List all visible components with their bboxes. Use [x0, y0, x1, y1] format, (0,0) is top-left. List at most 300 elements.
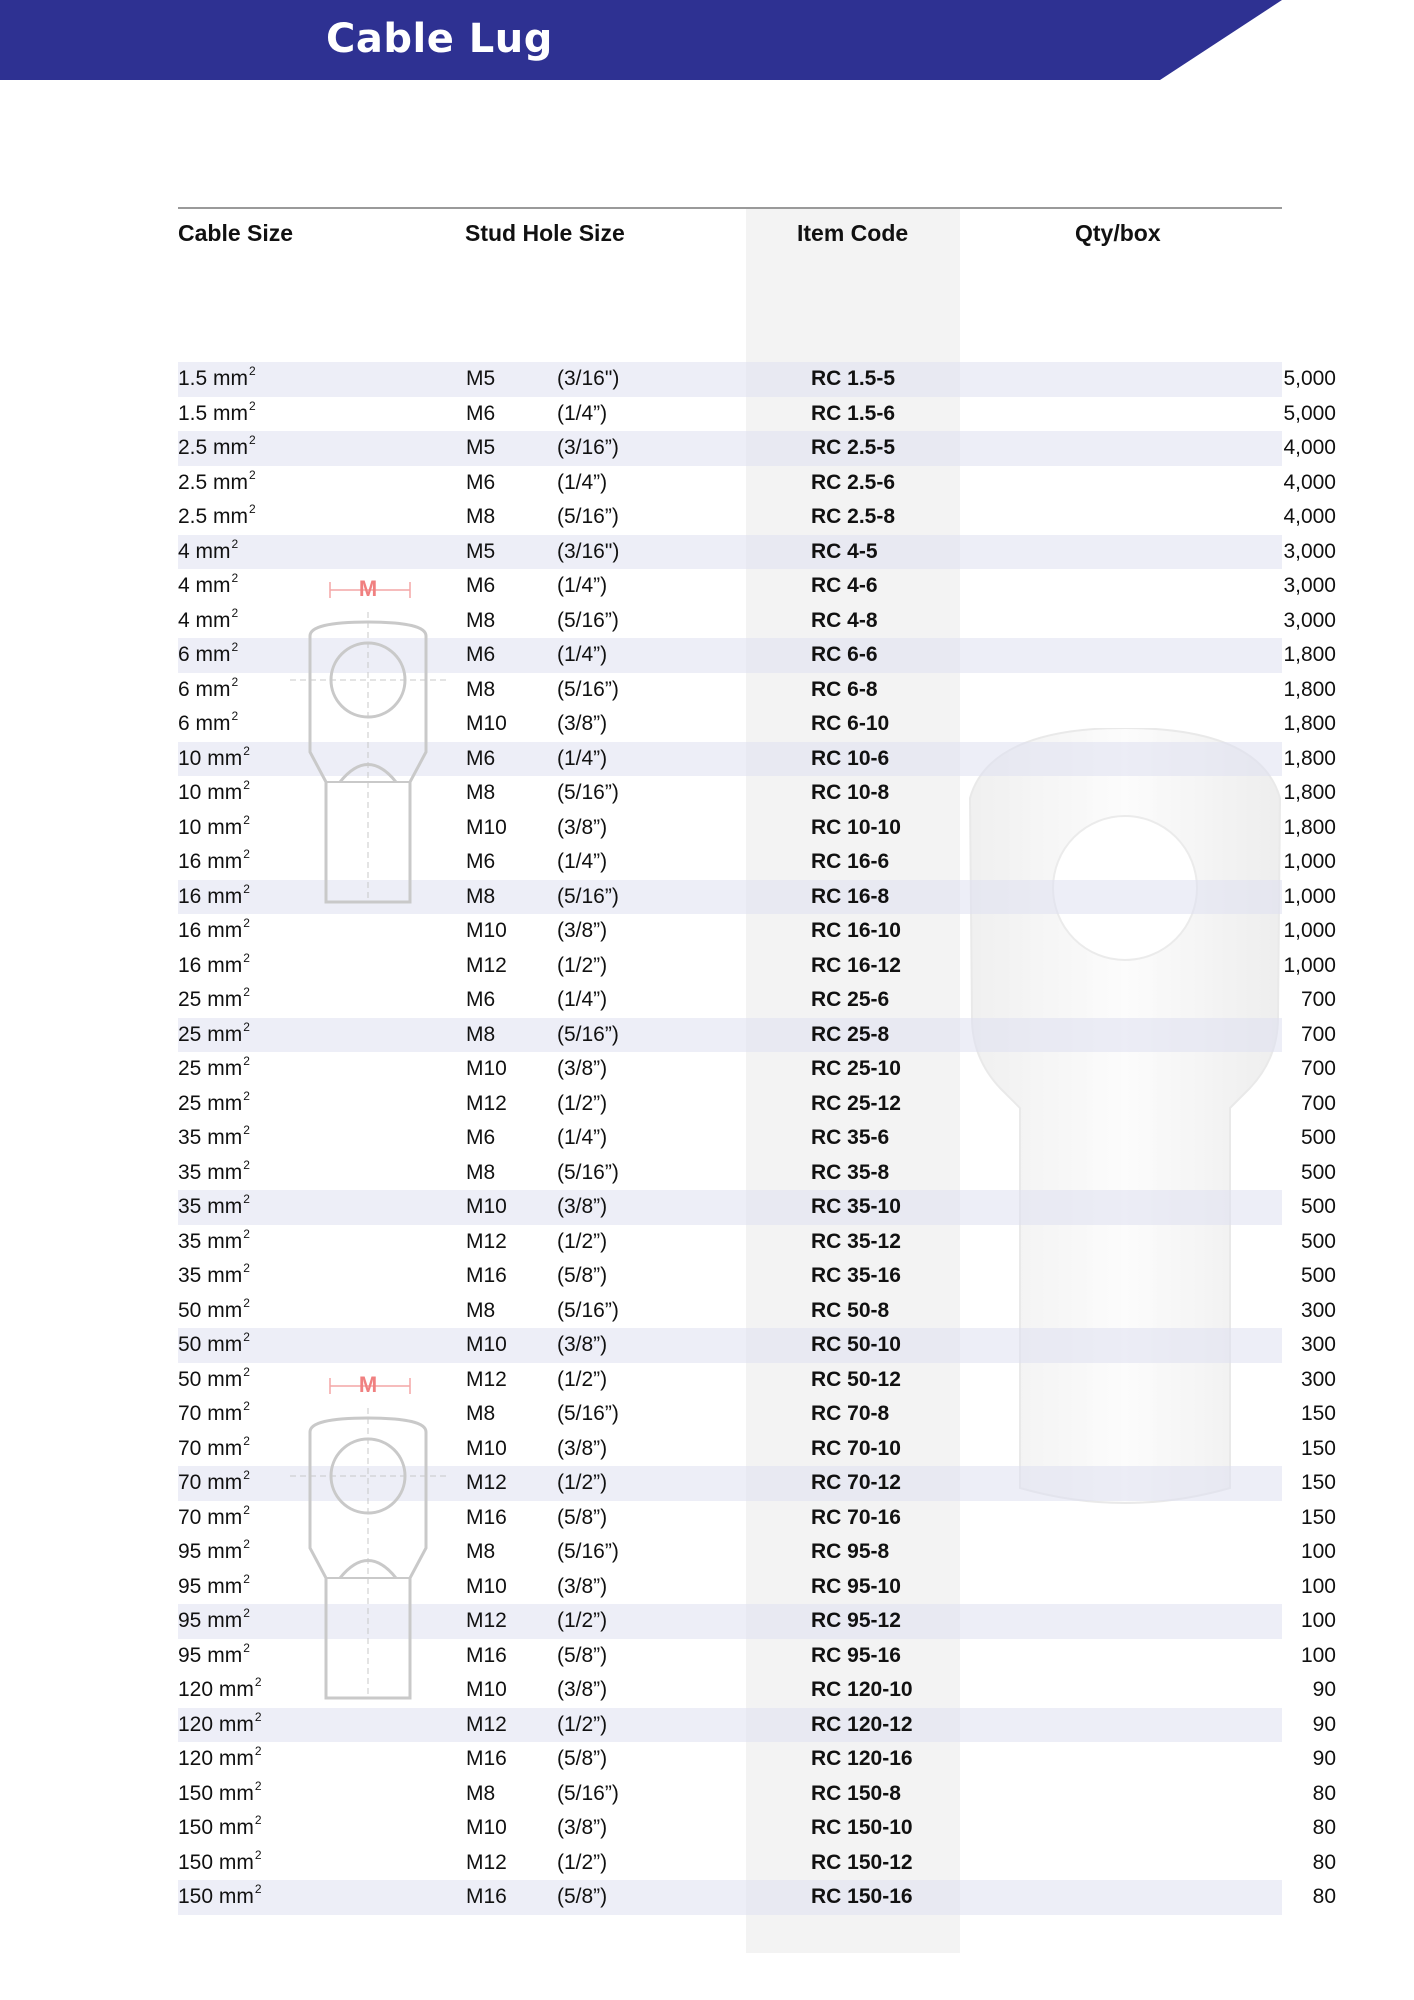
- item-code-cell: RC 6-10: [811, 712, 890, 735]
- cable-size-cell: [178, 673, 238, 708]
- cable-size-exponent: 2: [231, 536, 239, 551]
- cable-size-exponent: 2: [243, 1192, 250, 1206]
- cable-size-unit: mm: [207, 1609, 243, 1632]
- stud-inch-cell: (1/2”): [557, 1712, 608, 1736]
- cable-size-cell: [178, 983, 250, 1018]
- cable-size-cell: [178, 1777, 262, 1812]
- cable-size-value: 16: [178, 884, 202, 908]
- qty-cell: 90: [1312, 1747, 1336, 1770]
- item-code-cell: RC 35-12: [811, 1229, 901, 1253]
- item-code-cell: RC 16-12: [811, 953, 901, 977]
- item-code-cell: RC 150-8: [811, 1781, 901, 1805]
- stud-inch-cell: (3/8”): [557, 815, 608, 839]
- item-code-cell: RC 70-10: [811, 1436, 901, 1460]
- stud-size-cell: M12: [466, 1850, 507, 1874]
- table-row: [178, 1087, 1336, 1122]
- stud-inch-cell: (1/2”): [557, 1609, 608, 1632]
- cable-size-exponent: 2: [249, 398, 256, 413]
- cable-size-unit: mm: [195, 677, 231, 701]
- qty-cell: 300: [1300, 1298, 1336, 1322]
- cable-size-exponent: 2: [243, 881, 250, 896]
- stud-inch-cell: (3/8”): [557, 1333, 608, 1356]
- cable-size-cell: [178, 1259, 250, 1294]
- cable-size-value: 10: [178, 746, 202, 770]
- cable-size-unit: mm: [207, 1574, 243, 1598]
- stud-size-cell: M16: [466, 1505, 507, 1529]
- cable-size-cell: [178, 1639, 250, 1674]
- cable-size-unit: mm: [207, 1229, 243, 1253]
- cable-size-cell: [178, 880, 250, 915]
- table-row: [178, 914, 1336, 949]
- cable-size-cell: [178, 1811, 262, 1846]
- cable-size-unit: mm: [218, 1781, 254, 1805]
- qty-cell: 500: [1300, 1160, 1336, 1184]
- qty-cell: 5,000: [1283, 367, 1336, 390]
- item-code-cell: RC 16-10: [811, 919, 901, 942]
- cable-size-exponent: 2: [243, 1330, 250, 1344]
- stud-inch-cell: (3/8”): [557, 1195, 608, 1218]
- cable-size-exponent: 2: [254, 1778, 262, 1793]
- item-code-cell: RC 25-6: [811, 988, 890, 1011]
- cable-size-value: 2.5: [178, 436, 208, 459]
- cable-size-cell: [178, 1190, 250, 1225]
- qty-cell: 3,000: [1283, 539, 1336, 563]
- qty-cell: 1,800: [1283, 677, 1336, 701]
- cable-size-cell: [178, 914, 250, 949]
- cable-size-unit: mm: [195, 643, 231, 666]
- qty-cell: 1,800: [1283, 781, 1336, 804]
- qty-cell: 1,000: [1283, 919, 1336, 942]
- cable-size-value: 120: [178, 1747, 214, 1770]
- stud-inch-cell: (5/8”): [557, 1264, 608, 1287]
- cable-size-cell: [178, 1156, 250, 1191]
- item-code-cell: RC 4-5: [811, 539, 878, 563]
- stud-inch-cell: (1/4”): [557, 746, 608, 770]
- cable-size-exponent: 2: [243, 778, 250, 792]
- cable-size-cell: [178, 1018, 250, 1053]
- cable-size-unit: mm: [207, 850, 243, 873]
- cable-size-cell: [178, 1846, 262, 1881]
- table-row: [178, 535, 1336, 570]
- cable-size-cell: [178, 500, 256, 535]
- item-code-cell: RC 2.5-6: [811, 470, 896, 494]
- cable-size-value: 35: [178, 1126, 202, 1149]
- stud-size-cell: M10: [466, 815, 507, 839]
- cable-size-exponent: 2: [231, 571, 239, 585]
- column-header-qty-box: Qty/box: [1075, 220, 1161, 246]
- cable-size-value: 25: [178, 988, 202, 1011]
- stud-size-cell: M10: [466, 712, 507, 735]
- cable-size-cell: [178, 1673, 262, 1708]
- stud-inch-cell: (1/4”): [557, 1126, 608, 1149]
- cable-size-cell: [178, 1742, 262, 1777]
- cable-size-unit: mm: [207, 1367, 243, 1391]
- cable-size-unit: mm: [195, 539, 231, 563]
- cable-size-cell: [178, 638, 238, 673]
- table-row: [178, 397, 1336, 432]
- item-code-cell: RC 95-8: [811, 1540, 890, 1563]
- item-code-cell: RC 50-10: [811, 1333, 901, 1356]
- qty-cell: 150: [1300, 1471, 1336, 1494]
- cable-size-cell: [178, 1501, 250, 1536]
- stud-size-cell: M12: [466, 1712, 507, 1736]
- item-code-cell: RC 2.5-8: [811, 505, 896, 528]
- cable-size-cell: [178, 1570, 250, 1605]
- cable-size-exponent: 2: [243, 1640, 250, 1655]
- qty-cell: 80: [1312, 1816, 1336, 1839]
- item-code-cell: RC 50-8: [811, 1298, 890, 1322]
- cable-size-exponent: 2: [249, 364, 256, 378]
- cable-size-cell: [178, 1052, 250, 1087]
- cable-size-cell: [178, 1397, 250, 1432]
- stud-size-cell: M12: [466, 1229, 507, 1253]
- cable-size-value: 150: [178, 1885, 214, 1908]
- cable-size-unit: mm: [207, 746, 243, 770]
- item-code-cell: RC 1.5-5: [811, 367, 896, 390]
- cable-size-value: 6: [178, 677, 190, 701]
- item-code-cell: RC 70-12: [811, 1471, 901, 1494]
- cable-size-value: 95: [178, 1609, 202, 1632]
- cable-size-cell: [178, 1294, 250, 1329]
- item-code-cell: RC 120-10: [811, 1678, 913, 1701]
- qty-cell: 150: [1300, 1402, 1336, 1425]
- cable-size-cell: [178, 569, 238, 604]
- stud-size-cell: M8: [466, 1298, 496, 1322]
- stud-size-cell: M12: [466, 1471, 507, 1494]
- qty-cell: 1,800: [1283, 746, 1336, 770]
- cable-size-unit: mm: [207, 1643, 243, 1667]
- qty-cell: 90: [1312, 1712, 1336, 1736]
- cable-size-value: 50: [178, 1367, 202, 1391]
- stud-size-cell: M12: [466, 1609, 507, 1632]
- cable-size-unit: mm: [207, 1264, 243, 1287]
- cable-size-exponent: 2: [243, 1433, 250, 1448]
- qty-cell: 80: [1312, 1850, 1336, 1874]
- cable-size-exponent: 2: [254, 1675, 262, 1689]
- qty-cell: 4,000: [1283, 436, 1336, 459]
- stud-size-cell: M10: [466, 1195, 507, 1218]
- cable-size-unit: mm: [207, 1091, 243, 1115]
- cable-size-unit: mm: [218, 1712, 254, 1736]
- cable-size-exponent: 2: [243, 1399, 250, 1413]
- table-row: [178, 1811, 1336, 1846]
- item-code-cell: RC 35-6: [811, 1126, 890, 1149]
- stud-inch-cell: (1/2”): [557, 1229, 608, 1253]
- item-code-cell: RC 35-10: [811, 1195, 901, 1218]
- cable-size-cell: [178, 431, 256, 466]
- cable-size-exponent: 2: [249, 467, 256, 482]
- qty-cell: 5,000: [1283, 401, 1336, 425]
- cable-size-unit: mm: [213, 436, 249, 459]
- stud-inch-cell: (5/16”): [557, 1402, 619, 1425]
- cable-size-unit: mm: [207, 1402, 243, 1425]
- stud-size-cell: M12: [466, 953, 507, 977]
- cable-size-unit: mm: [218, 1816, 254, 1839]
- qty-cell: 1,000: [1283, 884, 1336, 908]
- cable-size-exponent: 2: [254, 1744, 262, 1758]
- cable-size-exponent: 2: [243, 916, 250, 930]
- qty-cell: 300: [1300, 1333, 1336, 1356]
- cable-size-exponent: 2: [243, 1364, 250, 1379]
- cable-size-cell: [178, 535, 238, 570]
- cable-size-cell: [178, 1604, 250, 1639]
- qty-cell: 500: [1300, 1126, 1336, 1149]
- stud-inch-cell: (1/2”): [557, 1850, 608, 1874]
- stud-inch-cell: (5/16”): [557, 677, 619, 701]
- cable-size-unit: mm: [207, 1436, 243, 1460]
- table-row: [178, 1225, 1336, 1260]
- stud-size-cell: M6: [466, 1126, 496, 1149]
- stud-size-cell: M16: [466, 1264, 507, 1287]
- cable-size-value: 35: [178, 1264, 202, 1287]
- cable-size-value: 50: [178, 1333, 202, 1356]
- table-row: [178, 1052, 1336, 1087]
- stud-size-cell: M8: [466, 884, 496, 908]
- table-row: [178, 1018, 1336, 1053]
- cable-size-unit: mm: [207, 884, 243, 908]
- stud-size-cell: M8: [466, 1160, 496, 1184]
- qty-cell: 80: [1312, 1885, 1336, 1908]
- cable-size-unit: mm: [207, 953, 243, 977]
- stud-size-cell: M8: [466, 608, 496, 632]
- cable-size-exponent: 2: [254, 1847, 262, 1862]
- qty-cell: 500: [1300, 1195, 1336, 1218]
- cable-size-value: 6: [178, 643, 190, 666]
- table-row: [178, 949, 1336, 984]
- banner-shape: [0, 0, 1414, 80]
- diagram-top-label: M: [358, 576, 378, 601]
- item-code-cell: RC 120-16: [811, 1747, 913, 1770]
- cable-size-unit: mm: [218, 1747, 254, 1770]
- cable-size-exponent: 2: [243, 1295, 250, 1310]
- stud-size-cell: M6: [466, 401, 496, 425]
- item-code-cell: RC 95-16: [811, 1643, 901, 1667]
- cable-size-exponent: 2: [249, 502, 256, 516]
- item-code-cell: RC 150-10: [811, 1816, 913, 1839]
- stud-size-cell: M6: [466, 643, 496, 666]
- qty-cell: 4,000: [1283, 505, 1336, 528]
- cable-size-value: 10: [178, 815, 202, 839]
- qty-cell: 1,000: [1283, 850, 1336, 873]
- cable-size-exponent: 2: [254, 1709, 262, 1724]
- cable-size-exponent: 2: [254, 1813, 262, 1827]
- lug-diagram-top: [290, 572, 450, 912]
- table-row: [178, 1294, 1336, 1329]
- cable-size-cell: [178, 949, 250, 984]
- qty-cell: 700: [1300, 988, 1336, 1011]
- cable-size-cell: [178, 1121, 250, 1156]
- cable-size-unit: mm: [195, 608, 231, 632]
- qty-cell: 80: [1312, 1781, 1336, 1805]
- item-code-cell: RC 50-12: [811, 1367, 901, 1391]
- cable-size-exponent: 2: [243, 1019, 250, 1034]
- stud-inch-cell: (3/8”): [557, 1574, 608, 1598]
- cable-size-value: 25: [178, 1091, 202, 1115]
- cable-size-value: 70: [178, 1505, 202, 1529]
- item-code-cell: RC 35-8: [811, 1160, 890, 1184]
- cable-size-cell: [178, 1328, 250, 1363]
- stud-inch-cell: (1/4”): [557, 574, 608, 597]
- cable-size-cell: [178, 604, 238, 639]
- item-code-cell: RC 10-8: [811, 781, 890, 804]
- stud-size-cell: M8: [466, 1540, 496, 1563]
- qty-cell: 100: [1300, 1574, 1336, 1598]
- stud-size-cell: M10: [466, 1574, 507, 1598]
- cable-size-cell: [178, 707, 238, 742]
- cable-size-exponent: 2: [231, 640, 239, 654]
- table-row: [178, 362, 1336, 397]
- stud-size-cell: M6: [466, 574, 496, 597]
- cable-size-exponent: 2: [231, 709, 239, 723]
- stud-inch-cell: (3/8”): [557, 1436, 608, 1460]
- cable-size-exponent: 2: [231, 605, 239, 620]
- qty-cell: 100: [1300, 1609, 1336, 1632]
- cable-size-cell: [178, 1466, 250, 1501]
- table-row: [178, 1846, 1336, 1881]
- cable-size-cell: [178, 1880, 262, 1915]
- stud-size-cell: M8: [466, 781, 496, 804]
- table-row: [178, 1742, 1336, 1777]
- cable-size-value: 4: [178, 608, 190, 632]
- table-row: [178, 1190, 1336, 1225]
- stud-inch-cell: (3/8”): [557, 1816, 608, 1839]
- cable-size-cell: [178, 397, 256, 432]
- table-row: [178, 500, 1336, 535]
- diagram-bottom-label: M: [358, 1372, 378, 1397]
- table-row: [178, 1121, 1336, 1156]
- stud-inch-cell: (1/4”): [557, 643, 608, 666]
- stud-inch-cell: (5/16”): [557, 884, 619, 908]
- cable-size-value: 2.5: [178, 470, 208, 494]
- cable-size-unit: mm: [213, 367, 249, 390]
- cable-size-value: 120: [178, 1678, 214, 1701]
- stud-inch-cell: (3/8”): [557, 1678, 608, 1701]
- qty-cell: 700: [1300, 1091, 1336, 1115]
- cable-size-unit: mm: [207, 1057, 243, 1080]
- qty-cell: 300: [1300, 1367, 1336, 1391]
- table-row: [178, 983, 1336, 1018]
- item-code-cell: RC 2.5-5: [811, 436, 896, 459]
- cable-size-cell: [178, 845, 250, 880]
- table-row: [178, 1259, 1336, 1294]
- cable-size-value: 16: [178, 850, 202, 873]
- stud-inch-cell: (5/8”): [557, 1747, 608, 1770]
- stud-size-cell: M5: [466, 367, 496, 390]
- cable-size-exponent: 2: [243, 1088, 250, 1103]
- stud-inch-cell: (3/16”): [557, 436, 619, 459]
- qty-cell: 90: [1312, 1678, 1336, 1701]
- item-code-cell: RC 150-12: [811, 1850, 913, 1874]
- stud-inch-cell: (3/8”): [557, 919, 608, 942]
- cable-size-exponent: 2: [243, 1157, 250, 1172]
- stud-size-cell: M6: [466, 746, 496, 770]
- qty-cell: 500: [1300, 1229, 1336, 1253]
- item-code-cell: RC 120-12: [811, 1712, 913, 1736]
- item-code-cell: RC 25-8: [811, 1022, 890, 1046]
- qty-cell: 100: [1300, 1643, 1336, 1667]
- cable-size-unit: mm: [213, 470, 249, 494]
- item-code-cell: RC 16-6: [811, 850, 890, 873]
- cable-size-value: 1.5: [178, 401, 208, 425]
- item-code-cell: RC 95-10: [811, 1574, 901, 1598]
- stud-inch-cell: (1/2”): [557, 1367, 608, 1391]
- header-banner: [0, 0, 1414, 80]
- cable-size-cell: [178, 742, 250, 777]
- stud-size-cell: M8: [466, 505, 496, 528]
- cable-size-value: 16: [178, 953, 202, 977]
- column-header-item-code: Item Code: [797, 220, 909, 246]
- item-code-cell: RC 10-10: [811, 815, 901, 839]
- stud-size-cell: M8: [466, 1781, 496, 1805]
- cable-size-unit: mm: [207, 1195, 243, 1218]
- cable-size-unit: mm: [213, 401, 249, 425]
- stud-inch-cell: (1/2”): [557, 1091, 608, 1115]
- cable-size-unit: mm: [207, 1540, 243, 1563]
- cable-size-exponent: 2: [243, 847, 250, 861]
- stud-inch-cell: (5/16”): [557, 1298, 619, 1322]
- page-title: Cable Lug: [326, 16, 553, 62]
- cable-size-unit: mm: [195, 712, 231, 735]
- qty-cell: 100: [1300, 1540, 1336, 1563]
- cable-size-exponent: 2: [243, 1261, 250, 1275]
- cable-size-cell: [178, 1535, 250, 1570]
- column-header-stud-hole-size: Stud Hole Size: [465, 220, 625, 246]
- item-code-cell: RC 70-16: [811, 1505, 901, 1529]
- cable-size-value: 4: [178, 539, 190, 563]
- stud-inch-cell: (5/16”): [557, 1540, 619, 1563]
- stud-inch-cell: (3/8”): [557, 1057, 608, 1080]
- cable-size-value: 150: [178, 1850, 214, 1874]
- stud-inch-cell: (1/4”): [557, 988, 608, 1011]
- item-code-cell: RC 10-6: [811, 746, 890, 770]
- cable-size-cell: [178, 776, 250, 811]
- cable-size-value: 70: [178, 1471, 202, 1494]
- qty-cell: 150: [1300, 1436, 1336, 1460]
- cable-size-unit: mm: [207, 1160, 243, 1184]
- stud-size-cell: M5: [466, 436, 496, 459]
- cable-size-exponent: 2: [243, 743, 250, 758]
- stud-inch-cell: (5/16”): [557, 505, 619, 528]
- cable-size-cell: [178, 1363, 250, 1398]
- qty-cell: 4,000: [1283, 470, 1336, 494]
- stud-inch-cell: (5/8”): [557, 1505, 608, 1529]
- cable-size-exponent: 2: [231, 674, 239, 689]
- cable-size-value: 150: [178, 1816, 214, 1839]
- table-row: [178, 1777, 1336, 1812]
- stud-size-cell: M5: [466, 539, 496, 563]
- cable-size-exponent: 2: [243, 1226, 250, 1241]
- cable-size-unit: mm: [207, 919, 243, 942]
- stud-size-cell: M8: [466, 1022, 496, 1046]
- cable-size-unit: mm: [218, 1678, 254, 1701]
- cable-size-exponent: 2: [243, 950, 250, 965]
- item-code-cell: RC 4-8: [811, 608, 878, 632]
- stud-size-cell: M6: [466, 988, 496, 1011]
- stud-inch-cell: (1/4”): [557, 401, 608, 425]
- item-code-cell: RC 70-8: [811, 1402, 890, 1425]
- stud-size-cell: M10: [466, 1816, 507, 1839]
- qty-cell: 3,000: [1283, 574, 1336, 597]
- qty-cell: 1,800: [1283, 815, 1336, 839]
- cable-size-value: 25: [178, 1057, 202, 1080]
- qty-cell: 1,000: [1283, 953, 1336, 977]
- cable-size-unit: mm: [207, 815, 243, 839]
- stud-inch-cell: (3/16"): [557, 539, 620, 563]
- cable-size-value: 2.5: [178, 505, 208, 528]
- cable-size-exponent: 2: [243, 1571, 250, 1586]
- item-code-cell: RC 25-10: [811, 1057, 901, 1080]
- cable-size-unit: mm: [195, 574, 231, 597]
